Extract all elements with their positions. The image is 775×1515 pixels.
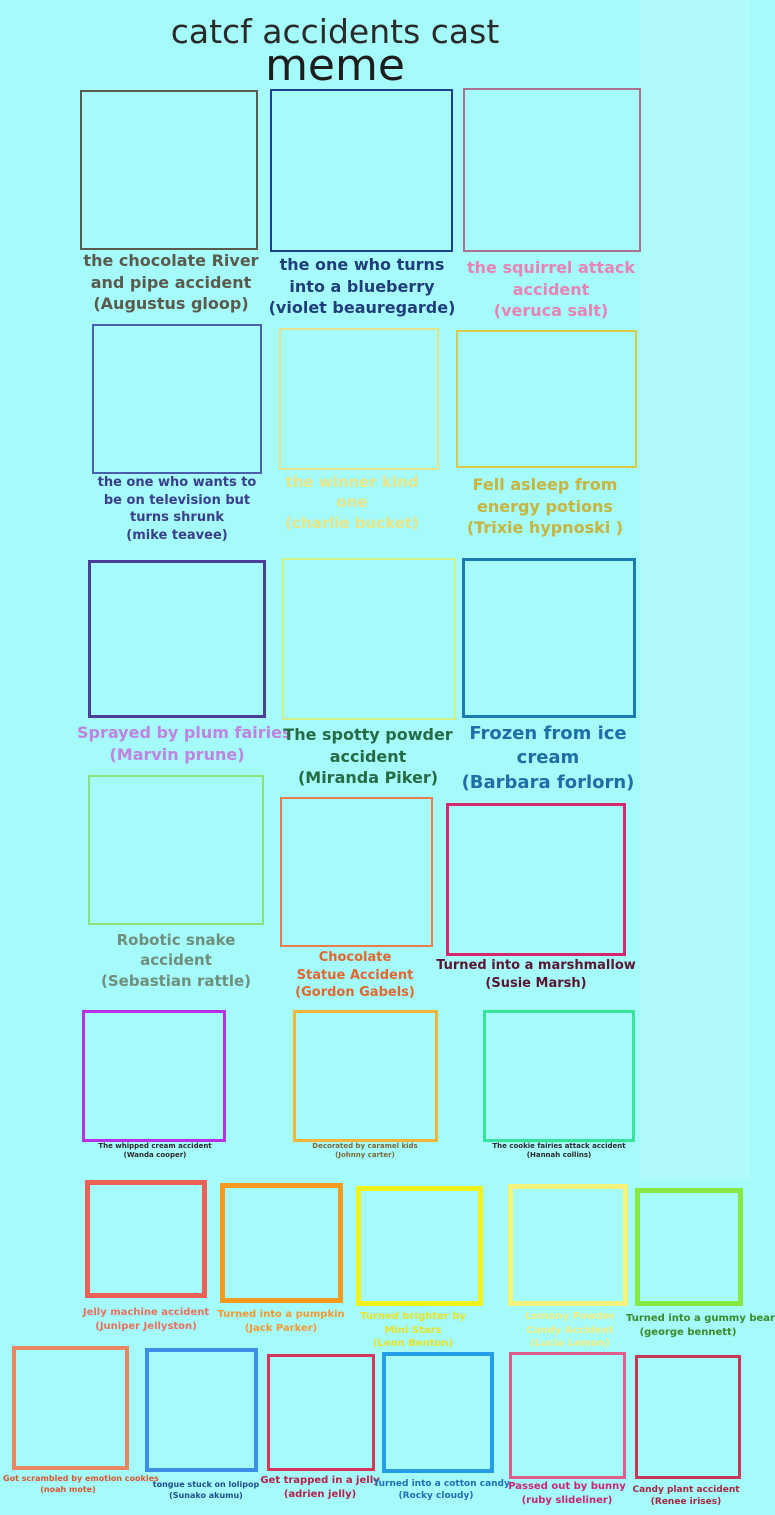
photo-frame-barbara-forlorn <box>462 558 636 718</box>
character-name: (Rocky cloudy) <box>398 1491 474 1502</box>
caption-sunako-akumu <box>141 1480 271 1502</box>
right-edge-strip <box>640 0 750 1180</box>
accident-text: Jelly machine accident <box>82 1307 210 1318</box>
caption-renee-irises <box>626 1484 746 1508</box>
accident-text: accident <box>329 746 407 766</box>
photo-frame-augustus-gloop <box>80 90 258 250</box>
caption-ruby-slideliner <box>505 1480 630 1507</box>
accident-text: the squirrel attack <box>466 258 635 277</box>
character-name: (Hannah collins) <box>526 1151 592 1160</box>
accident-text: Mini Stars <box>384 1324 442 1336</box>
accident-text: turns shrunk <box>130 510 224 526</box>
caption-johnny-carter <box>290 1142 440 1161</box>
accident-text: Turned into a pumpkin <box>217 1309 345 1320</box>
caption-barbara-forlorn <box>461 722 636 795</box>
photo-frame-veruca-salt <box>463 88 641 252</box>
photo-frame-noah-mote <box>12 1346 129 1470</box>
caption-hannah-collins <box>479 1142 639 1161</box>
character-name: (Trixie hypnoski ) <box>466 518 624 538</box>
photo-frame-juniper-jellyston <box>85 1180 207 1298</box>
title-line-2: meme <box>265 40 405 91</box>
character-name: (mike teavee) <box>126 527 228 543</box>
accident-text: Turned into a marshmallow <box>436 958 636 973</box>
caption-susie-marsh <box>431 957 641 992</box>
accident-text: Frozen from ice <box>469 723 627 744</box>
character-name: (adrien jelly) <box>283 1488 357 1500</box>
accident-text: Lemony Powder <box>525 1311 615 1322</box>
caption-augustus-gloop <box>76 250 266 315</box>
caption-noah-mote <box>3 1474 159 1496</box>
character-name: (Johnny carter) <box>335 1151 395 1160</box>
character-name: (Renee irises) <box>650 1497 722 1508</box>
character-name: (veruca salt) <box>493 301 609 321</box>
accident-text: Turned into a gummy bear <box>626 1313 775 1324</box>
character-name: (Sunako akumu) <box>169 1490 243 1500</box>
caption-gordon-gabels <box>280 949 430 1002</box>
accident-text: energy potions <box>477 496 613 516</box>
character-name: (Augustus gloop) <box>93 294 249 314</box>
caption-rocky-cloudy <box>373 1478 510 1502</box>
accident-text: the one who wants to <box>97 475 257 490</box>
accident-text: Passed out by bunny <box>508 1481 626 1492</box>
photo-frame-rocky-cloudy <box>382 1352 494 1473</box>
character-name: (Gordon Gabels) <box>295 985 415 1001</box>
caption-marvin-prune <box>77 722 292 765</box>
accident-text: Robotic snake <box>116 931 236 949</box>
character-name: (george bennett) <box>639 1326 737 1338</box>
photo-frame-johnny-carter <box>293 1010 438 1142</box>
accident-text: Turned brighter by <box>360 1311 466 1322</box>
character-name: (violet beauregarde) <box>268 298 456 318</box>
caption-sebastian-rattle <box>89 930 264 991</box>
photo-frame-charlie-bucket <box>279 328 439 470</box>
title-line-1: catcf accidents cast <box>170 12 500 51</box>
character-name: (Susie Marsh) <box>485 975 587 991</box>
photo-frame-adrien-jelly <box>267 1354 375 1471</box>
caption-trixie-hypnoski <box>455 474 635 539</box>
photo-frame-marvin-prune <box>88 560 266 718</box>
character-name: (Wanda cooper) <box>123 1151 187 1160</box>
photo-frame-jack-parker <box>220 1183 343 1303</box>
character-name: (Leon Benton) <box>372 1338 454 1349</box>
character-name: (Miranda Piker) <box>297 768 439 788</box>
caption-adrien-jelly <box>260 1474 380 1501</box>
accident-text: Got scrambled by emotion cookies <box>3 1474 159 1483</box>
caption-wanda-cooper <box>80 1142 230 1161</box>
character-name: (ruby slideliner) <box>521 1494 613 1506</box>
photo-frame-hannah-collins <box>483 1010 635 1142</box>
photo-frame-george-bennett <box>635 1188 743 1306</box>
caption-veruca-salt <box>459 257 644 322</box>
character-name: (Sebastian rattle) <box>101 971 251 990</box>
character-name: (Juniper Jellyston) <box>95 1320 197 1332</box>
photo-frame-candy-cell <box>508 1184 628 1306</box>
accident-text: one <box>336 493 368 512</box>
accident-text: The cookie fairies attack accident <box>492 1142 626 1150</box>
accident-text: the winner kind <box>285 473 419 491</box>
character-name: (noah mote) <box>40 1484 96 1494</box>
photo-frame-lemon-cell <box>356 1186 483 1306</box>
photo-frame-renee-irises <box>635 1355 741 1479</box>
character-name: (Marvin prune) <box>109 744 245 764</box>
accident-text: Sprayed by plum fairies <box>77 723 292 742</box>
caption-violet-beauregarde <box>265 254 460 319</box>
caption-miranda-piker <box>283 724 453 789</box>
accident-text: be on television but <box>103 492 251 508</box>
accident-text: Candy plant accident <box>632 1485 740 1495</box>
photo-frame-ruby-slideliner <box>509 1352 626 1479</box>
accident-text: Decorated by caramel kids <box>312 1142 418 1150</box>
caption-jack-parker <box>216 1308 346 1335</box>
caption-charlie-bucket <box>267 472 437 533</box>
character-name: (charlie bucket) <box>285 513 419 532</box>
photo-frame-sunako-akumu <box>145 1348 258 1472</box>
accident-text: and pipe accident <box>90 272 252 292</box>
caption-george-bennett <box>626 1312 775 1339</box>
accident-text: accident <box>512 279 590 299</box>
accident-text: accident <box>140 951 212 970</box>
accident-text: the chocolate River <box>83 251 259 270</box>
accident-text: The whipped cream accident <box>98 1142 212 1150</box>
accident-text: Chocolate <box>318 950 392 965</box>
photo-frame-susie-marsh <box>446 803 626 956</box>
caption-mike-teavee <box>95 474 260 544</box>
accident-text: Statue Accident <box>296 967 414 983</box>
photo-frame-sebastian-rattle <box>88 775 264 925</box>
accident-text: Get trapped in a jelly <box>260 1475 380 1486</box>
accident-text: cream <box>516 747 580 769</box>
photo-frame-miranda-piker <box>282 558 456 720</box>
photo-frame-trixie-hypnoski <box>456 330 637 468</box>
accident-text: Turned into a cotton candy <box>373 1479 510 1489</box>
character-name: (Lucia Lemon) <box>530 1338 610 1349</box>
caption-lemon-cell <box>343 1310 483 1351</box>
accident-text: The spotty powder <box>283 725 453 744</box>
caption-juniper-jellyston <box>81 1306 211 1333</box>
caption-candy-cell <box>505 1310 635 1351</box>
photo-frame-gordon-gabels <box>280 797 433 947</box>
accident-text: the one who turns <box>279 255 445 274</box>
photo-frame-wanda-cooper <box>82 1010 226 1142</box>
accident-text: Candy Accident <box>526 1324 614 1336</box>
character-name: (Jack Parker) <box>244 1322 318 1334</box>
character-name: (Barbara forlorn) <box>461 771 635 793</box>
photo-frame-mike-teavee <box>92 324 262 474</box>
photo-frame-violet-beauregarde <box>270 89 453 252</box>
accident-text: Fell asleep from <box>472 475 618 494</box>
accident-text: into a blueberry <box>289 276 435 296</box>
accident-text: tongue stuck on lolipop <box>152 1480 260 1489</box>
